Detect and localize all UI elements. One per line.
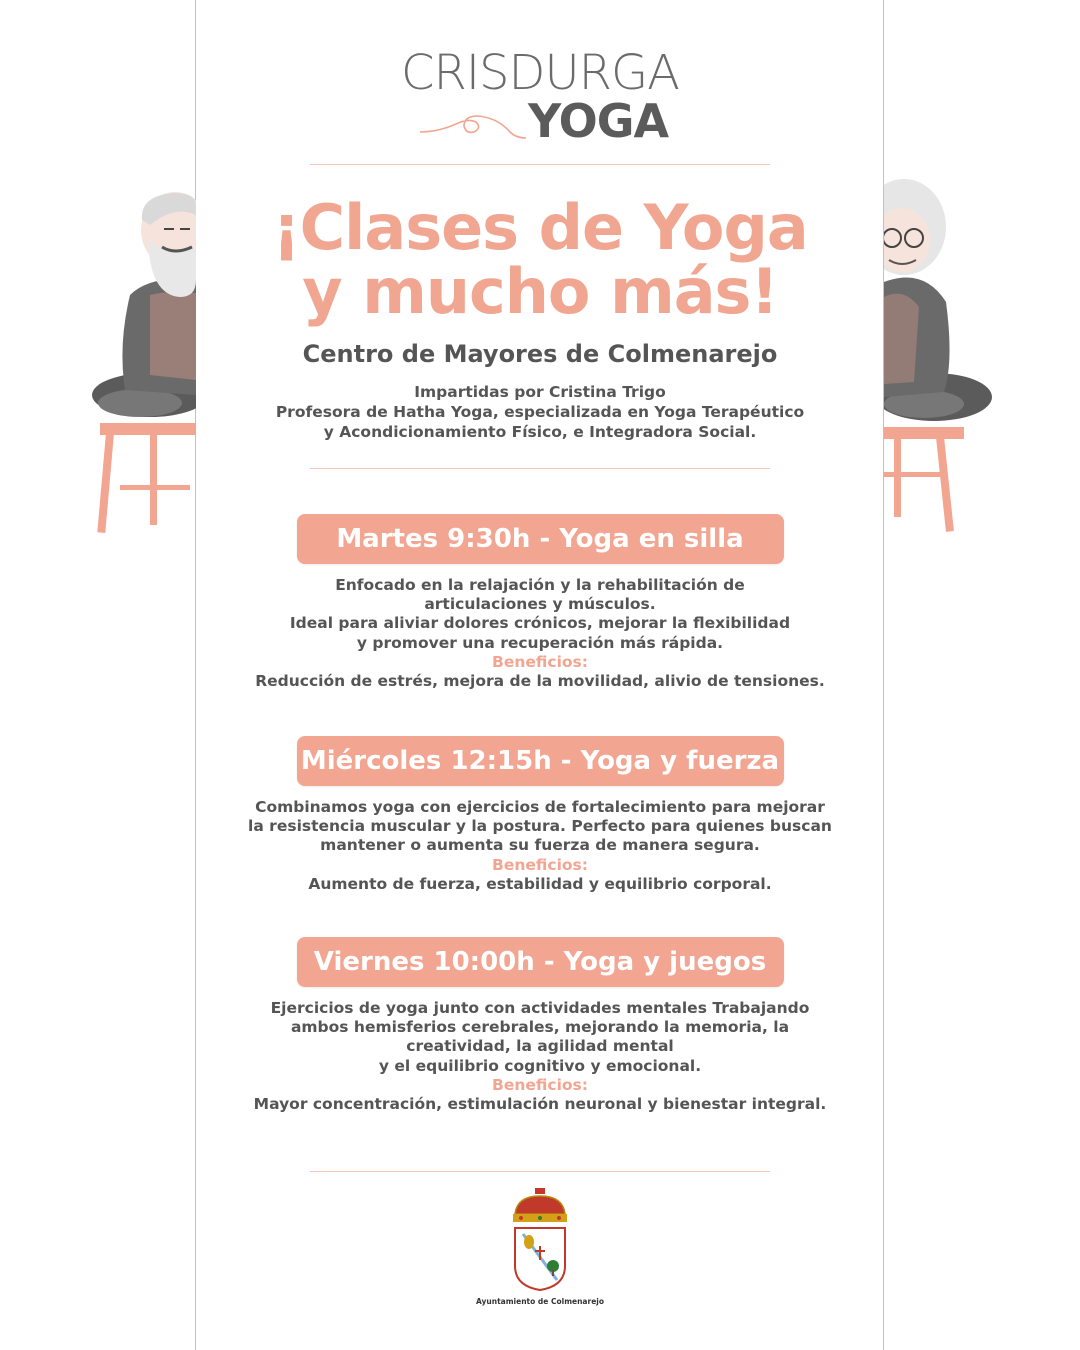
class-description: [0, 999, 1080, 1114]
logo-line-2: YOGA: [528, 94, 669, 148]
headline-line-2: y mucho más!: [302, 255, 778, 328]
class-tuesday: [0, 514, 1080, 691]
headline-line-1: ¡Clases de Yoga: [272, 191, 808, 264]
crest-caption: Ayuntamiento de Colmenarejo: [475, 1297, 605, 1306]
desc-line: Enfocado en la relajación y la rehabilitación de: [335, 576, 745, 594]
headline: [0, 191, 1080, 328]
desc-line: creatividad, la agilidad mental: [406, 1037, 674, 1056]
benefits-text: Reducción de estrés, mejora de la movilidad, alivio de tensiones.: [255, 672, 825, 691]
desc-line: y promover una recuperación más rápida.: [356, 633, 724, 652]
benefits-label: Beneficios:: [492, 652, 588, 671]
benefits-text: Aumento de fuerza, estabilidad y equilibrio corporal.: [308, 874, 772, 893]
intro-line-3: y Acondicionamiento Físico, e Integradora Social.: [323, 423, 757, 441]
desc-line: ambos hemisferios cerebrales, mejorando la memoria, la: [290, 1018, 790, 1037]
intro-line-1: Impartidas por Cristina Trigo: [414, 383, 666, 401]
class-title-pill: Martes 9:30h - Yoga en silla: [297, 514, 784, 564]
desc-line: Ejercicios de yoga junto con actividades mentales Trabajando: [270, 999, 810, 1017]
desc-line: articulaciones y músculos.: [424, 595, 656, 614]
class-title-pill: Miércoles 12:15h - Yoga y fuerza: [297, 736, 784, 786]
intro-line-2: Profesora de Hatha Yoga, especializada en Yoga Terapéutico: [275, 403, 805, 421]
benefits-label: Beneficios:: [492, 1075, 588, 1094]
class-description: [0, 576, 1080, 691]
logo-swirl-icon: [418, 102, 528, 142]
divider-top: [310, 164, 770, 165]
divider-middle: [310, 468, 770, 469]
intro-text: [0, 382, 1080, 442]
desc-line: Combinamos yoga con ejercicios de fortalecimiento para mejorar: [255, 798, 825, 816]
colmenarejo-crest-icon: [507, 1186, 573, 1294]
divider-bottom: [310, 1171, 770, 1172]
center-name: Centro de Mayores de Colmenarejo: [302, 340, 778, 368]
benefits-label: Beneficios:: [492, 855, 588, 874]
class-friday: [0, 937, 1080, 1114]
desc-line: Ideal para aliviar dolores crónicos, mejorar la flexibilidad: [289, 614, 791, 633]
desc-line: mantener o aumenta su fuerza de manera segura.: [320, 836, 760, 855]
class-description: [0, 798, 1080, 894]
class-wednesday: [0, 736, 1080, 894]
desc-line: y el equilibrio cognitivo y emocional.: [378, 1056, 702, 1075]
desc-line: la resistencia muscular y la postura. Perfecto para quienes buscan: [248, 817, 832, 836]
benefits-text: Mayor concentración, estimulación neuronal y bienestar integral.: [253, 1095, 827, 1114]
logo-line-1: CRISDURGA: [401, 45, 679, 101]
crisdurga-yoga-logo: [0, 45, 1080, 148]
class-title-pill: Viernes 10:00h - Yoga y juegos: [297, 937, 784, 987]
